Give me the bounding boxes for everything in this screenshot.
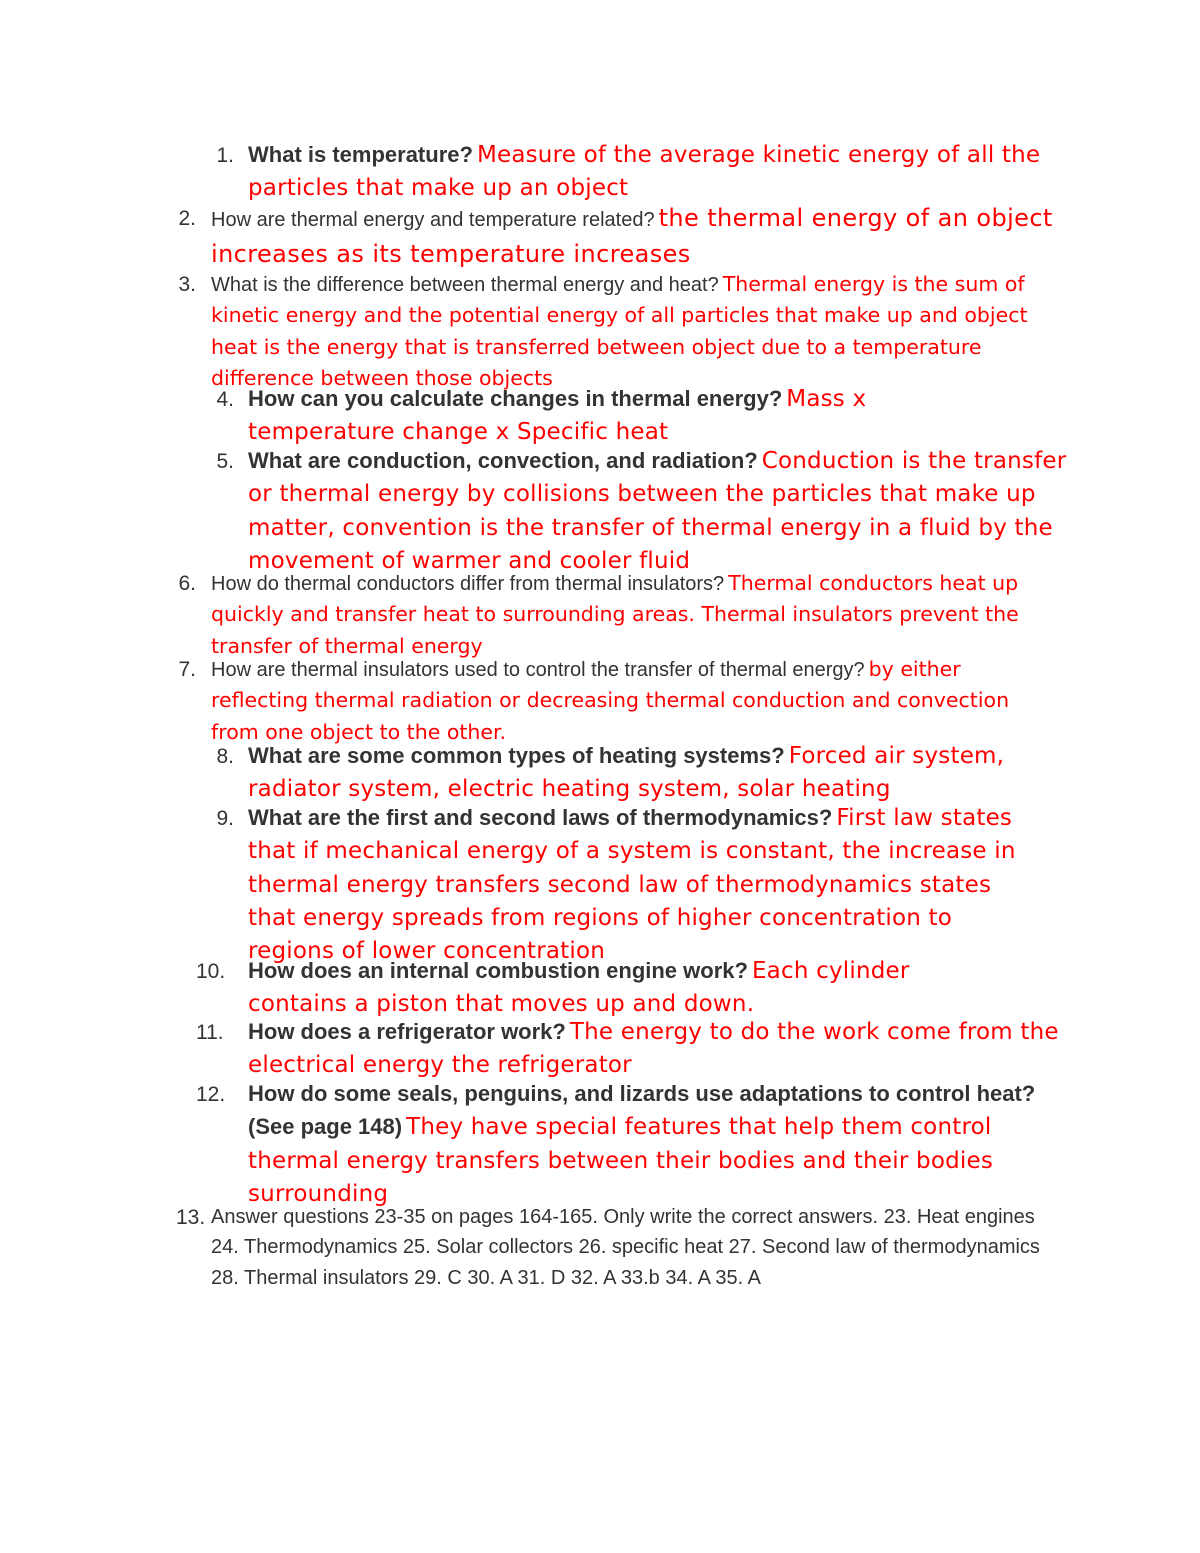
question-text: What is temperature? bbox=[248, 142, 473, 167]
answer-text: Thermal conductors heat up quickly and transfer heat to surrounding areas. Thermal insulators prevent the transfer of thermal energy bbox=[211, 571, 1019, 658]
answer-text: Each cylinder contains a piston that moves up and down. bbox=[248, 958, 910, 1018]
question-text: How does a refrigerator work? bbox=[248, 1019, 566, 1044]
answer-text: Conduction is the transfer or thermal energy by collisions between the particles that make up matter, convention is the transfer of thermal energy in a fluid by the movement of warmer and cooler fluid bbox=[248, 448, 1067, 574]
answer-text: Measure of the average kinetic energy of all the particles that make up an object bbox=[248, 142, 1041, 202]
question-text: What are conduction, convection, and radiation? bbox=[248, 448, 758, 473]
answer-text: The energy to do the work come from the electrical energy the refrigerator bbox=[248, 1019, 1059, 1079]
question-text: How do some seals, penguins, and lizards use adaptations to control heat? (See page 148) bbox=[248, 1081, 1036, 1140]
question-text: How are thermal energy and temperature related? bbox=[211, 209, 655, 231]
item-number: 13. bbox=[176, 1206, 206, 1229]
item-number: 2. bbox=[178, 207, 196, 230]
answer-text: They have special features that help them control thermal energy transfers between their bodies and their bodies surrounding bbox=[248, 1114, 994, 1207]
question-text: What are some common types of heating systems? bbox=[248, 743, 785, 768]
answer-text: Thermal energy is the sum of kinetic energy and the potential energy of all particles that make up and object heat is the energy that is transferred between object due to a temperature difference between those objects bbox=[211, 272, 1028, 390]
item-number: 3. bbox=[178, 273, 196, 296]
question-text: How are thermal insulators used to control the transfer of thermal energy? bbox=[211, 659, 865, 681]
question-text: How do thermal conductors differ from thermal insulators? bbox=[211, 573, 725, 595]
question-text: What are the first and second laws of thermodynamics? bbox=[248, 805, 833, 830]
question-text: How does an internal combustion engine work? bbox=[248, 958, 748, 983]
answer-text: the thermal energy of an object increases as its temperature increases bbox=[211, 204, 1053, 268]
question-text: What is the difference between thermal energy and heat? bbox=[211, 274, 719, 296]
question-text: How can you calculate changes in thermal energy? bbox=[248, 386, 783, 411]
item-number: 12. bbox=[196, 1083, 226, 1106]
item-number: 6. bbox=[178, 572, 196, 595]
item-number: 7. bbox=[178, 658, 196, 681]
item-number: 9. bbox=[216, 807, 234, 830]
item-number: 8. bbox=[216, 745, 234, 768]
question-text: Answer questions 23-35 on pages 164-165. Only write the correct answers. 23. Heat engines 24. Thermodynamics 25. Solar collectors 26. specific heat 27. Second law of thermodynamics 28. Thermal insulators 29. C 30. A 31. D 32. A 33.b 34. A 35. A bbox=[211, 1206, 1040, 1289]
answer-text: by either reflecting thermal radiation or decreasing thermal conduction and convection from one object to the other. bbox=[211, 657, 1010, 744]
item-number: 1. bbox=[216, 144, 234, 167]
answer-text: Forced air system, radiator system, electric heating system, solar heating bbox=[248, 743, 1005, 803]
answer-text: Mass x temperature change x Specific heat bbox=[248, 386, 867, 446]
item-number: 4. bbox=[216, 388, 234, 411]
item-number: 11. bbox=[196, 1021, 224, 1044]
item-number: 5. bbox=[216, 450, 234, 473]
item-number: 10. bbox=[196, 960, 226, 983]
answer-text: First law states that if mechanical energy of a system is constant, the increase in thermal energy transfers second law of thermodynamics states that energy spreads from regions of higher concentration to regions of lower concentration bbox=[248, 805, 1016, 965]
